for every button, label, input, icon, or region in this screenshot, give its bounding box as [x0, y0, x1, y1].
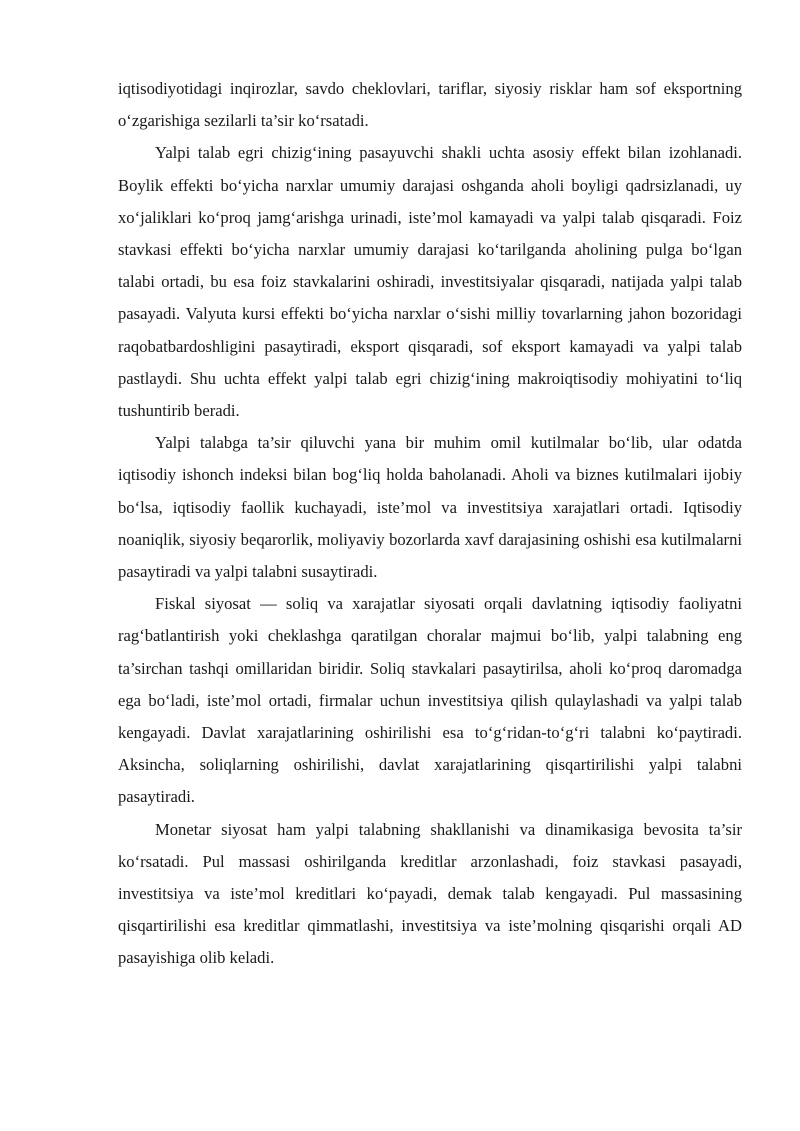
- paragraph-continuation: iqtisodiyotidagi inqirozlar, savdo cheklovlari, tariflar, siyosiy risklar ham sof eksportning o‘zgarishiga sezilarli ta’sir ko‘rsatadi.: [118, 79, 742, 131]
- document-body: [118, 73, 742, 975]
- paragraph-expectations: Yalpi talabga ta’sir qiluvchi yana bir muhim omil kutilmalar bo‘lib, ular odatda iqtisodiy ishonch indeksi bilan bog‘liq holda baholanadi. Aholi va biznes kutilmalari ijobiy bo‘lsa, iqtisodiy faollik kuchayadi, iste’mol va investitsiya xarajatlari ortadi. Iqtisodiy noaniqlik, siyosiy beqarorlik, moliyaviy bozorlarda xavf darajasining oshishi esa kutilmalarni pasaytiradi va yalpi talabni susaytiradi.: [118, 433, 742, 582]
- paragraph-monetary-policy: Monetar siyosat ham yalpi talabning shakllanishi va dinamikasiga bevosita ta’sir ko‘rsatadi. Pul massasi oshirilganda kreditlar arzonlashadi, foiz stavkasi pasayadi, investitsiya va iste’mol kreditlari ko‘payadi, demak talab kengayadi. Pul massasining qisqartirilishi esa kreditlar qimmatlashi, investitsiya va iste’molning qisqarishi orqali AD pasayishiga olib keladi.: [118, 819, 742, 968]
- paragraph-fiscal-policy: Fiskal siyosat — soliq va xarajatlar siyosati orqali davlatning iqtisodiy faoliyatni rag‘batlantirish yoki cheklashga qaratilgan choralar majmui bo‘lib, yalpi talabning eng ta’sirchan tashqi omillaridan biridir. Soliq stavkalari pasaytirilsa, aholi ko‘proq daromadga ega bo‘ladi, iste’mol ortadi, firmalar uchun investitsiya qilish qulaylashadi va yalpi talab kengayadi. Davlat xarajatlarining oshirilishi esa to‘g‘ridan-to‘g‘ri talabni ko‘paytiradi. Aksincha, soliqlarning oshirilishi, davlat xarajatlarining qisqartirilishi yalpi talabni pasaytiradi.: [118, 594, 742, 807]
- paragraph-aggregate-demand-effects: Yalpi talab egri chizig‘ining pasayuvchi shakli uchta asosiy effekt bilan izohlanadi. Boylik effekti bo‘yicha narxlar umumiy darajasi oshganda aholi boyligi qadrsizlanadi, uy xo‘jaliklari ko‘proq jamg‘arishga urinadi, iste’mol kamayadi va yalpi talab qisqaradi. Foiz stavkasi effekti bo‘yicha narxlar umumiy darajasi ko‘tarilganda aholining pulga bo‘lgan talabi ortadi, bu esa foiz stavkalarini oshiradi, investitsiyalar qisqaradi, natijada yalpi talab pasayadi. Valyuta kursi effekti bo‘yicha narxlar o‘sishi milliy tovarlarning jahon bozoridagi raqobatbardoshligini pasaytiradi, eksport qisqaradi, sof eksport kamayadi va yalpi talab pastlaydi. Shu uchta effekt yalpi talab egri chizig‘ining makroiqtisodiy mohiyatini to‘liq tushuntirib beradi.: [118, 143, 742, 421]
